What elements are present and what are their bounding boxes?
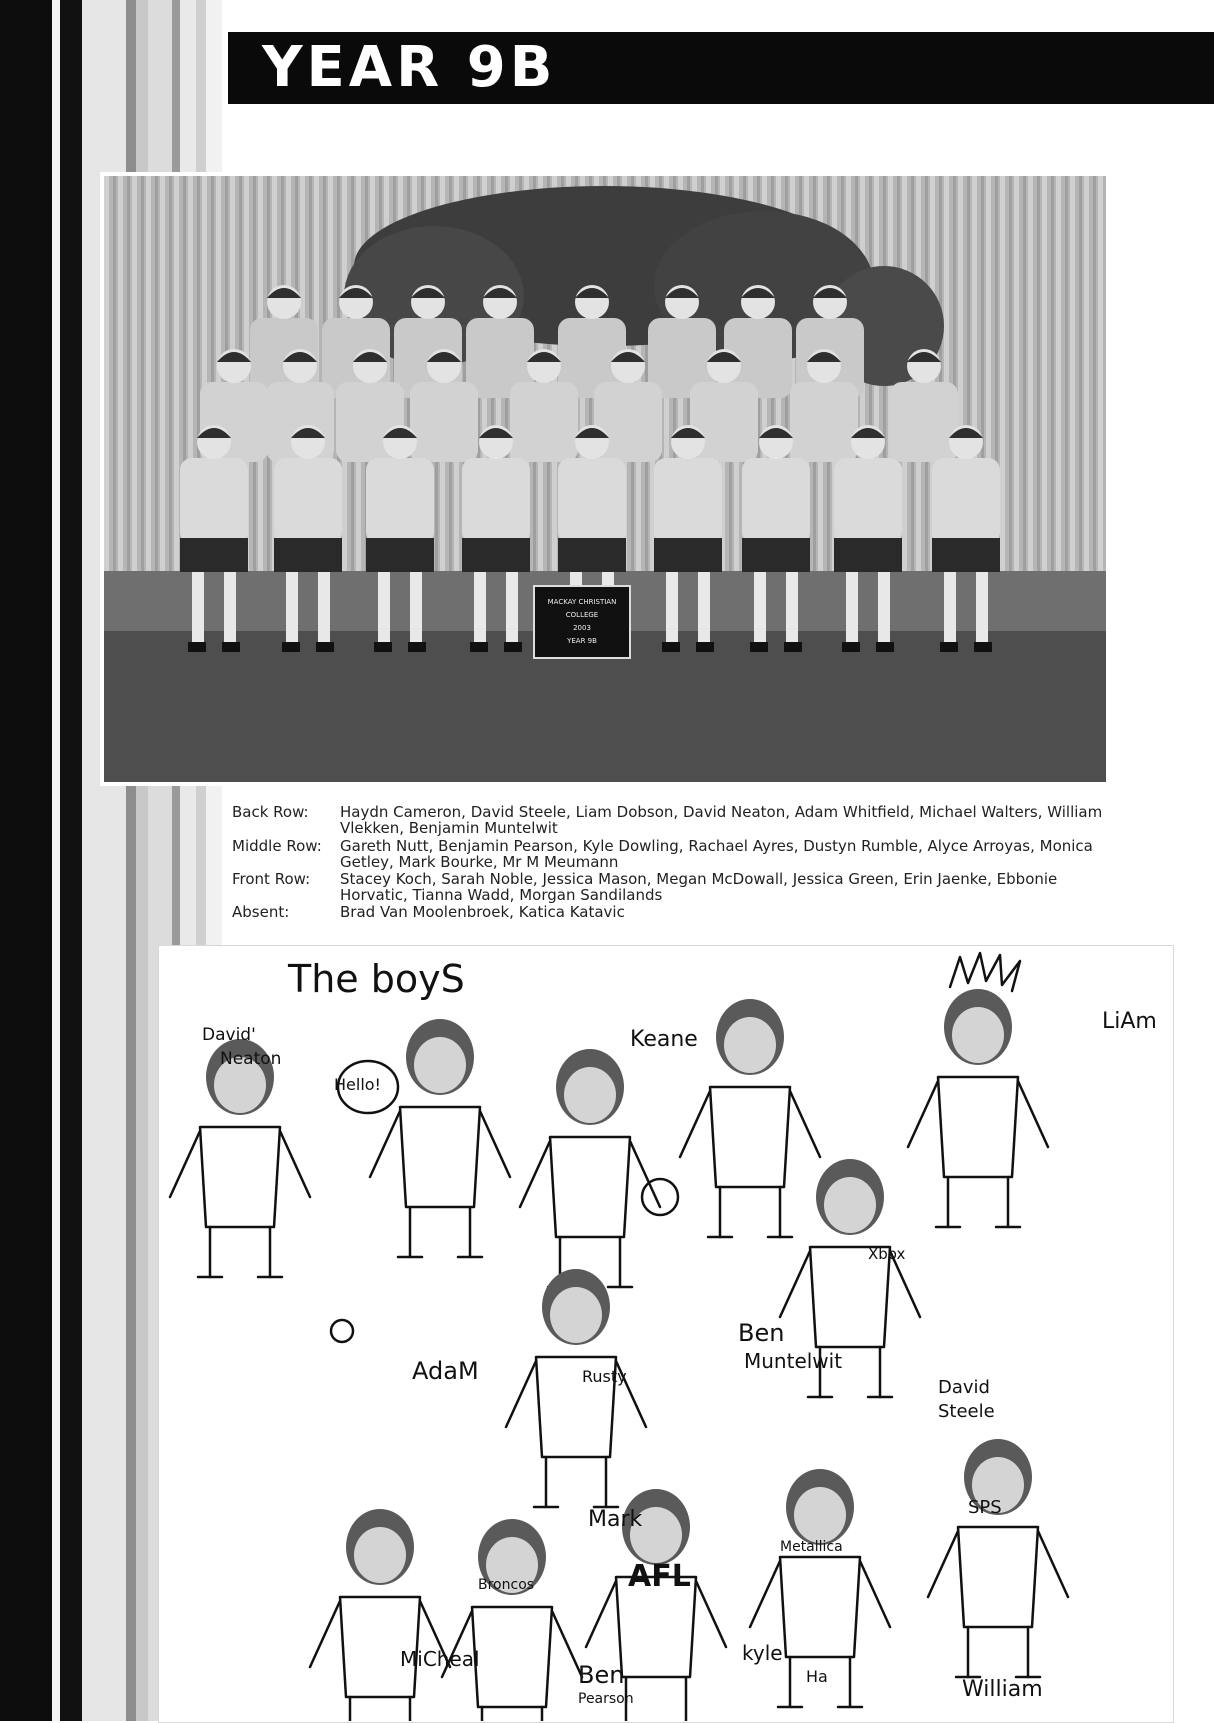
caption-label-absent: Absent:: [232, 903, 290, 921]
shirt-broncos: Broncos: [478, 1577, 535, 1593]
shirt-afl: AFL: [628, 1559, 691, 1594]
figure-ben-pearson: [442, 1519, 582, 1721]
class-photo: [104, 176, 1106, 782]
label-david-neaton-first: David': [202, 1025, 256, 1045]
label-ben-first: Ben: [738, 1319, 785, 1347]
shirt-sps: SPS: [968, 1497, 1002, 1518]
speech-bubble-text: Hello!: [334, 1075, 381, 1094]
label-david-steele-last: Steele: [938, 1401, 995, 1422]
photo-sign-line-4: YEAR 9B: [567, 637, 597, 645]
caption-names-front-row: Stacey Koch, Sarah Noble, Jessica Mason, Megan McDowall, Jessica Green, Erin Jaenke, Ebbonie Horvatic, Tianna Wadd, Morgan Sandilands: [340, 870, 1058, 904]
figure-micheal: [310, 1509, 450, 1721]
label-david-steele-first: David: [938, 1377, 990, 1398]
left-stripe-white: [52, 0, 60, 1721]
figure-ben-muntelwit: [680, 999, 820, 1237]
collage-drawings: [160, 947, 1170, 1721]
label-micheal: MiCheal: [400, 1647, 480, 1671]
label-william: William: [962, 1677, 1043, 1702]
figure-liam: [908, 989, 1048, 1227]
photo-sign-line-1: MACKAY CHRISTIAN: [547, 598, 617, 606]
photo-sign-line-2: COLLEGE: [565, 611, 599, 619]
basketball-icon: [642, 1179, 678, 1215]
soccer-ball-icon: [331, 1320, 353, 1342]
label-ben-pearson-last: Pearson: [578, 1691, 634, 1707]
caption-names-absent: Brad Van Moolenbroek, Katica Katavic: [340, 903, 625, 921]
collage-heading: The boyS: [288, 957, 465, 1001]
label-ha: Ha: [806, 1667, 828, 1686]
label-ben-pearson-first: Ben: [578, 1661, 625, 1689]
label-kyle: kyle: [742, 1641, 783, 1665]
label-keane: Keane: [630, 1027, 698, 1052]
figure-william: [928, 1439, 1068, 1677]
label-liam: LiAm: [1102, 1009, 1157, 1034]
shirt-rusty: Rusty: [582, 1367, 627, 1386]
caption-label-front-row: Front Row:: [232, 870, 311, 888]
caption-names-middle-row: Gareth Nutt, Benjamin Pearson, Kyle Dowling, Rachael Ayres, Dustyn Rumble, Alyce Arroyas, Monica Getley, Mark Bourke, Mr M Meumann: [340, 837, 1093, 871]
figure-david-neaton: [170, 1039, 310, 1277]
label-david-neaton-last: Neaton: [220, 1049, 282, 1069]
caption-label-middle-row: Middle Row:: [232, 837, 322, 855]
spiky-hair-drawing: [950, 953, 1020, 991]
label-adam: AdaM: [412, 1357, 479, 1385]
caption-names-back-row: Haydn Cameron, David Steele, Liam Dobson, David Neaton, Adam Whitfield, Michael Walters, William Vlekken, Benjamin Muntelwit: [340, 803, 1103, 837]
left-stripe-black: [0, 0, 52, 1721]
figure-adam: [370, 1019, 510, 1257]
figure-mark: [506, 1269, 646, 1507]
label-mark: Mark: [588, 1507, 643, 1532]
label-ben-last: Muntelwit: [744, 1349, 843, 1373]
boys-collage: [160, 947, 1170, 1721]
figure-keane: [520, 1049, 660, 1287]
shirt-xbox: Xbox: [868, 1245, 906, 1263]
left-stripe-black-2: [60, 0, 82, 1721]
photo-sign-line-3: 2003: [573, 624, 591, 632]
caption-label-back-row: Back Row:: [232, 803, 309, 821]
shirt-metallica: Metallica: [780, 1539, 843, 1555]
page-title: YEAR 9B: [262, 35, 557, 100]
